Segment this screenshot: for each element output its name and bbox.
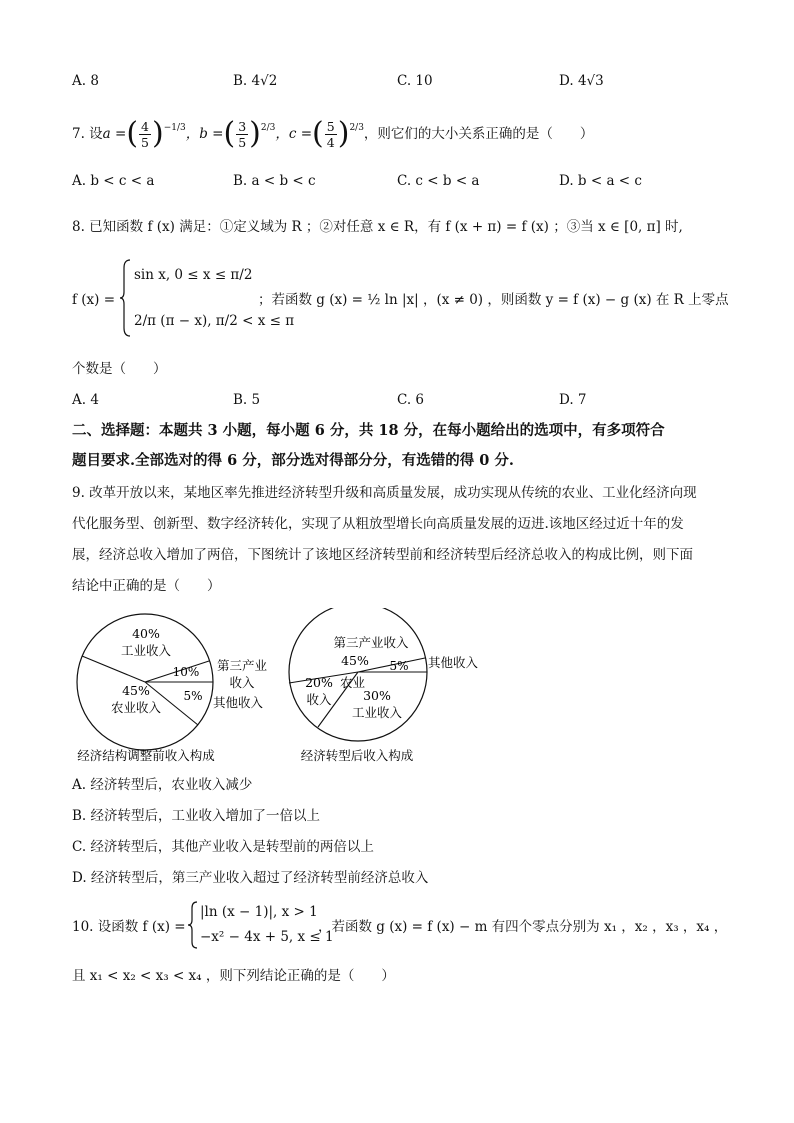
pie-after-tertiary-label: 第三产业收入 xyxy=(333,635,409,650)
pie-before-industry-label: 工业收入 xyxy=(120,643,172,658)
q7-option-a: A. b < c < a xyxy=(72,173,155,189)
q8-line-3: 个数是（ ） xyxy=(72,361,167,377)
q8-option-d: D. 7 xyxy=(559,392,587,408)
q6-option-a: A. 8 xyxy=(72,73,99,89)
q9-option-a: A. 经济转型后，农业收入减少 xyxy=(72,777,253,793)
q9-paragraph-3: 展，经济总收入增加了两倍，下图统计了该地区经济转型前和经济转型后经济总收入的构成比例，则下面 xyxy=(72,547,693,563)
pie-before-other-pct: 5% xyxy=(183,689,203,703)
q10-tail: ，若函数 g (x) = f (x) − m 有四个零点分别为 x₁ ，x₂ ，x₃ ，x₄ ， xyxy=(318,919,728,935)
q7-option-d: D. b < a < c xyxy=(559,173,642,189)
q8-case-1: sin x, 0 ≤ x ≤ π/2 xyxy=(134,267,253,283)
pie-before-caption: 经济结构调整前收入构成 xyxy=(77,748,215,763)
pie-before-industry-pct: 40% xyxy=(132,626,160,641)
q10-line-2: 且 x₁ < x₂ < x₃ < x₄ ，则下列结论正确的是（ ） xyxy=(72,968,395,984)
q6-option-c: C. 10 xyxy=(397,73,433,89)
pie-after-agri-label-prefix: 农业 xyxy=(340,675,366,690)
q7-stem: 7. 设 a = ( $\frac{4}{5}$ ) −1/3 ，b = ( $\frac{3}{5}$ ) 2/3 ，c = ( $\frac{5}{4}$ ) 2/3 ，则它们的大小关系正确的是（ ） xyxy=(72,116,594,151)
q10-lead: 10. 设函数 f (x) = xyxy=(72,919,186,935)
q9-paragraph-2: 代化服务型、创新型、数字经济转化，实现了从粗放型增长向高质量发展的迈进.该地区经过近十年的发 xyxy=(72,516,684,532)
q8-option-a: A. 4 xyxy=(72,392,99,408)
pie-after-other-label: 其他收入 xyxy=(427,655,479,670)
section-2-heading-line-2: 题目要求.全部选对的得 6 分，部分选对得部分分，有选错的得 0 分. xyxy=(72,452,514,469)
q6-option-b: B. 4√2 xyxy=(233,73,278,89)
q8-option-c: C. 6 xyxy=(397,392,425,408)
q8-case-2: 2/π (π − x), π/2 < x ≤ π xyxy=(134,313,295,329)
pie-after-agri-pct: 20% xyxy=(305,675,333,690)
q9-option-c: C. 经济转型后，其他产业收入是转型前的两倍以上 xyxy=(72,839,374,855)
q8-brace xyxy=(120,258,132,338)
q9-option-b: B. 经济转型后，工业收入增加了一倍以上 xyxy=(72,808,321,824)
pie-before-tertiary-label-2: 收入 xyxy=(229,675,255,690)
q10-case-1: |ln (x − 1)|, x > 1 xyxy=(200,904,318,920)
pie-before-tertiary-pct: 10% xyxy=(172,665,200,679)
pie-before-agri-pct: 45% xyxy=(122,683,150,698)
q9-option-d: D. 经济转型后，第三产业收入超过了经济转型前经济总收入 xyxy=(72,870,429,886)
q8-line-1: 8. 已知函数 f (x) 满足：①定义域为 R ；②对任意 x ∈ R，有 f (x + π) = f (x) ；③当 x ∈ [0, π] 时, xyxy=(72,219,683,235)
pie-chart-before xyxy=(70,608,290,773)
q10-case-2: −x² − 4x + 5, x ≤ 1 xyxy=(200,929,334,945)
pie-chart-after xyxy=(285,608,505,773)
pie-after-agri-label: 收入 xyxy=(306,692,332,707)
q8-option-b: B. 5 xyxy=(233,392,261,408)
q7-option-b: B. a < b < c xyxy=(233,173,316,189)
pie-before-tertiary-label-1: 第三产业 xyxy=(216,658,268,673)
q7-option-c: C. c < b < a xyxy=(397,173,480,189)
pie-after-other-pct: 5% xyxy=(389,659,409,673)
pie-after-industry-pct: 30% xyxy=(363,688,391,703)
q9-paragraph-1: 9. 改革开放以来，某地区率先推进经济转型升级和高质量发展，成功实现从传统的农业、工业化经济向现 xyxy=(72,485,697,501)
q8-line-2: ；若函数 g (x) = ½ ln |x| ，(x ≠ 0) ，则函数 y = f (x) − g (x) 在 R 上零点 xyxy=(258,292,729,308)
section-2-heading-line-1: 二、选择题：本题共 3 小题，每小题 6 分，共 18 分，在每小题给出的选项中，有多项符合 xyxy=(72,422,665,439)
pie-after-industry-label: 工业收入 xyxy=(351,705,403,720)
pie-after-tertiary-pct: 45% xyxy=(341,653,369,668)
pie-after-caption: 经济转型后收入构成 xyxy=(300,748,414,763)
q10-brace xyxy=(188,900,198,950)
q9-paragraph-4: 结论中正确的是（ ） xyxy=(72,578,221,594)
pie-before-divider-1 xyxy=(82,656,145,682)
q8-fx-label: f (x) = xyxy=(72,292,116,308)
q6-option-d: D. 4√3 xyxy=(559,73,604,89)
pie-before-other-label: 其他收入 xyxy=(212,695,264,710)
pie-before-agri-label: 农业收入 xyxy=(110,700,162,715)
